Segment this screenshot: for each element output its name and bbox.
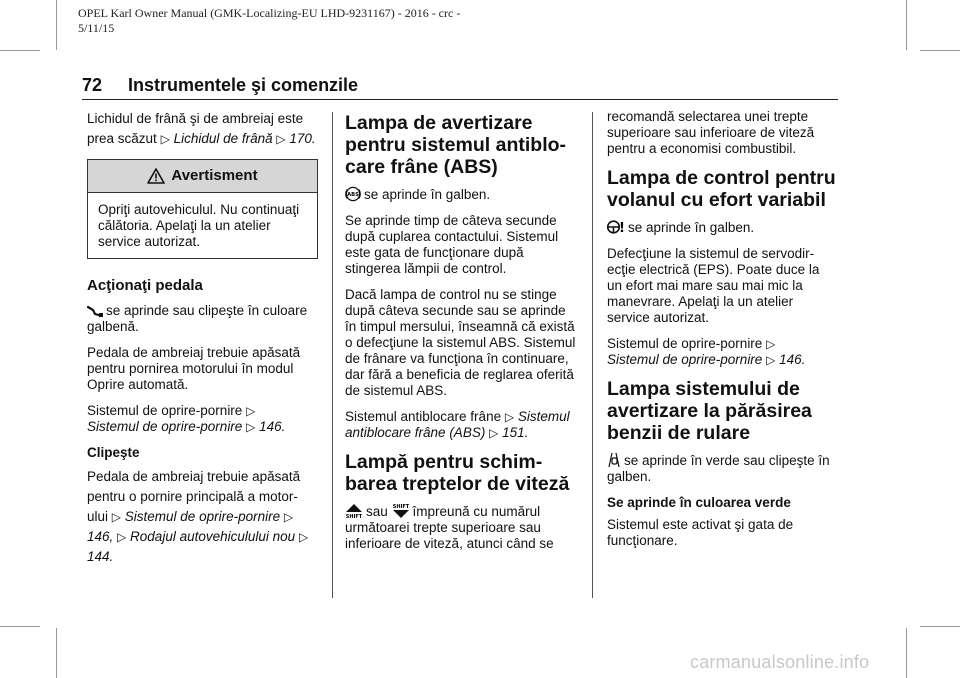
shift-up-icon [345, 503, 363, 519]
cross-reference-link[interactable]: Lichidul de frână [173, 131, 273, 146]
heading-abs-lamp: Lampa de avertizare pentru sistemul antiblo-care frâne (ABS) [345, 112, 567, 178]
paragraph-abs-fault: Dacă lampa de control nu se stinge după câteva secunde sau se aprinde în timpul mersului, înseamnă că există o defecţiune la sistemul ABS. Sistemul de frânare va funcţiona în continuare, dar fără a beneficia de reglarea oferită de sistemul ABS. [345, 287, 576, 398]
cross-reference-link[interactable]: Sistemul de oprire-pornire [607, 352, 763, 367]
reference-arrow-icon: ▷ [283, 510, 294, 524]
paragraph-clutch-main-start [87, 467, 318, 567]
text: Lichidul de frână şi de ambreiaj este prea scăzut [87, 111, 304, 146]
crop-mark [56, 628, 57, 678]
crop-mark [920, 50, 960, 51]
heading-shift-lamp: Lampă pentru schim-barea treptelor de viteză [345, 451, 570, 495]
abs-icon-label: ABS [347, 192, 359, 198]
paragraph-clutch-autostop: Pedala de ambreiaj trebuie apăsată pentru pornirea motorului în modul Oprire automată. [87, 345, 301, 392]
page-reference[interactable]: 170. [289, 131, 316, 146]
text: Sistemul de oprire-pornire [87, 403, 243, 418]
paragraph-shift-lamp [345, 503, 578, 552]
heading-green-on: Se aprinde în culoarea verde [607, 495, 791, 510]
running-header-date: 5/11/15 [78, 21, 115, 35]
paragraph-shift-continued: recomandă selectarea unei trepte superioare sau inferioare de viteză pentru a economisi combustibil. [607, 109, 815, 156]
crop-mark [0, 50, 40, 51]
clutch-pedal-icon [87, 304, 103, 318]
cross-reference-link[interactable]: Rodajul autovehiculului nou [130, 529, 296, 544]
reference-arrow-icon: ▷ [766, 337, 776, 351]
cross-reference-link[interactable]: Sistemul antiblocare frâne (ABS) [345, 409, 570, 440]
reference-arrow-icon: ▷ [766, 353, 776, 367]
header-rule [82, 99, 838, 100]
text: sau [366, 504, 388, 519]
paragraph-abs-ref [345, 409, 578, 441]
paragraph-system-active: Sistemul este activat şi gata de funcţionare. [607, 517, 794, 548]
text: Pedala de ambreiaj trebuie apăsată pentru o pornire principală a motor-ului [87, 469, 301, 524]
column-2 [345, 108, 578, 562]
lane-departure-icon [607, 452, 621, 468]
warning-box [87, 159, 318, 259]
column-divider [332, 112, 333, 598]
heading-variable-steering: Lampa de control pentru volanul cu efort variabil [607, 167, 836, 211]
heading-press-pedal: Acţionaţi pedala [87, 277, 203, 294]
column-divider [592, 112, 593, 598]
text: Sistemul antiblocare frâne [345, 409, 502, 424]
paragraph-stop-start-ref [87, 403, 318, 435]
steering-warning-mark: ! [619, 221, 625, 235]
heading-flashing: Clipeşte [87, 445, 140, 460]
crop-mark [920, 626, 960, 627]
reference-arrow-icon: ▷ [160, 132, 170, 146]
heading-lane-departure: Lampa sistemului de avertizare la părăsirea benzii de rulare [607, 378, 812, 444]
paragraph-pedal-lamp [87, 303, 318, 335]
paragraph-stop-start-ref [607, 336, 838, 368]
column-3 [607, 109, 838, 559]
abs-icon [345, 186, 361, 202]
warning-title: Avertisment [171, 167, 258, 184]
shift-down-icon-label: SHIFT [392, 504, 409, 510]
text: se aprinde în verde sau clipeşte în galben. [607, 453, 830, 484]
text: se aprinde în galben. [628, 220, 755, 235]
page-number: 72 [82, 75, 103, 95]
watermark: carmanualsonline.info [690, 652, 870, 672]
reference-arrow-icon: ▷ [504, 410, 515, 424]
warning-header [88, 160, 317, 193]
paragraph-steering-lamp [607, 219, 838, 236]
page-reference[interactable]: 144. [87, 549, 114, 564]
warning-triangle-icon [147, 168, 165, 184]
crop-mark [906, 628, 907, 678]
crop-mark [0, 626, 40, 627]
reference-arrow-icon: ▷ [489, 426, 499, 440]
steering-wheel-warning-icon [607, 219, 625, 235]
text: împreună cu numărul următoarei trepte superioare sau inferioare de viteză, atunci când se [345, 504, 554, 551]
reference-arrow-icon: ▷ [111, 510, 122, 524]
text: Sistemul de oprire-pornire [607, 336, 763, 351]
column-1 [87, 109, 318, 577]
crop-mark [906, 0, 907, 50]
reference-arrow-icon: ▷ [298, 530, 309, 544]
warning-text: Opriţi autovehiculul. Nu continuaţi călătoria. Apelaţi la un atelier service autorizat. [98, 202, 300, 249]
page-reference[interactable]: 151. [502, 425, 529, 440]
shift-down-icon [392, 503, 410, 519]
crop-mark [56, 0, 57, 50]
reference-arrow-icon: ▷ [117, 530, 127, 544]
paragraph-abs-startup: Se aprinde timp de câteva secunde după cuplarea contactului. Sistemul este gata de funcţionare după stingerea lămpii de control. [345, 213, 559, 276]
paragraph-eps-fault: Defecţiune la sistemul de servodir-ecţie electrică (EPS). Poate duce la un efort mai mare sau mai mic la manevrare. Apelaţi la un atelier service autorizat. [607, 246, 820, 325]
reference-arrow-icon: ▷ [276, 132, 286, 146]
cross-reference-link[interactable]: Sistemul de oprire-pornire [87, 419, 243, 434]
reference-arrow-icon: ▷ [246, 420, 256, 434]
page-reference[interactable]: 146. [779, 352, 806, 367]
running-header-line: OPEL Karl Owner Manual (GMK-Localizing-EU LHD-9231167) - 2016 - crc - [78, 6, 461, 20]
text: se aprinde sau clipeşte în culoare galbenă. [87, 303, 308, 334]
reference-arrow-icon: ▷ [246, 404, 256, 418]
page-reference[interactable]: 146. [259, 419, 286, 434]
paragraph-brake-fluid [87, 109, 318, 149]
page-reference[interactable]: 146, [87, 529, 114, 544]
running-header [78, 6, 460, 36]
cross-reference-link[interactable]: Sistemul de oprire-pornire [124, 509, 281, 524]
text: se aprinde în galben. [364, 187, 491, 202]
paragraph-abs-lamp [345, 186, 578, 203]
shift-up-icon-label: SHIFT [345, 514, 363, 519]
chapter-title: Instrumentele şi comenzile [128, 75, 359, 95]
paragraph-lane-lamp [607, 452, 838, 485]
